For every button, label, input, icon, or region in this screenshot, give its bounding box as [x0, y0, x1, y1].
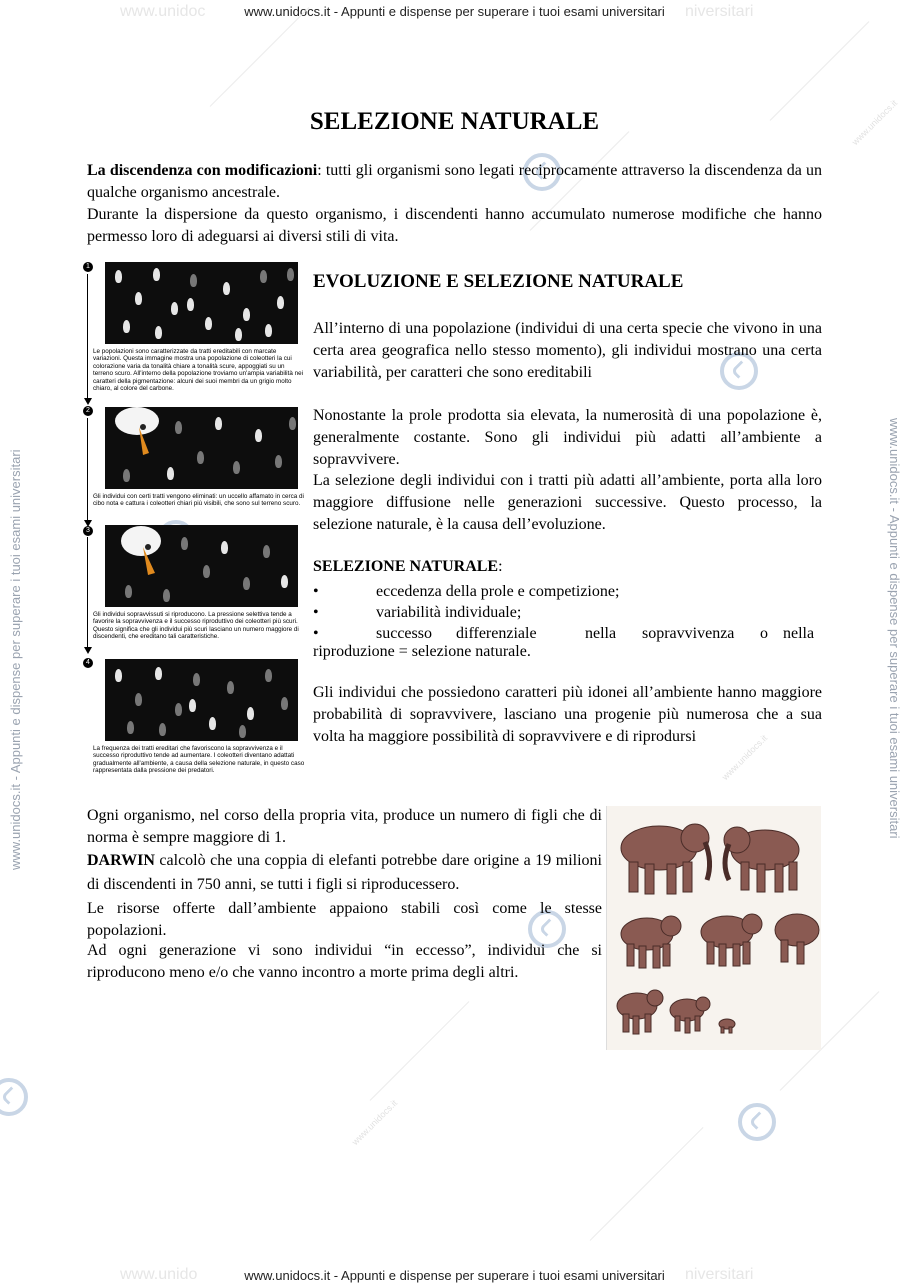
- section3-paragraph-3: Le risorse offerte dall’ambiente appaiono stabili così come le stesse popolazioni.: [87, 900, 602, 939]
- watermark-diagonal-line: [590, 1127, 704, 1241]
- figure-step-3-image: [105, 525, 298, 607]
- section-heading-selezione-text: SELEZIONE NATURALE: [313, 558, 499, 575]
- figure-step-2-caption: Gli individui con certi tratti vengono eliminati: un uccello affamato in cerca di cibo nota e cattura i coleotteri chiari più visibili, che sono sul terreno scuro.: [93, 493, 304, 508]
- section1-paragraph-1: All’interno di una popolazione (individui di una certa specie che vivono in una certa area geografica nello stesso momento), gli individui mostrano una certa variabilità, per caratteri che sono ereditabili: [313, 320, 822, 381]
- intro-term: La discendenza con modificazioni: [87, 162, 318, 179]
- page-title: SELEZIONE NATURALE: [309, 108, 600, 135]
- intro-paragraph-2: Durante la dispersione da questo organismo, i discendenti hanno accumulato numerose modifiche che hanno permesso loro di adeguarsi ai diversi stili di vita.: [87, 206, 822, 245]
- arrow-down-icon: [84, 647, 92, 654]
- bullet-icon: •: [313, 625, 319, 642]
- watermark-diagonal-line: [370, 1001, 470, 1101]
- arrow-down-icon: [87, 418, 88, 520]
- bullet-word: differenziale: [456, 625, 537, 642]
- unidocs-logo-icon: [0, 1070, 36, 1124]
- bird-icon: [109, 407, 169, 467]
- faint-watermark-bottom-right: niversitari: [685, 1266, 754, 1283]
- side-watermark-left: www.unidocs.it - Appunti e dispense per superare i tuoi esami universitari: [8, 449, 23, 870]
- figure-step-4-image: [105, 659, 298, 741]
- figure-step-3-caption: Gli individui sopravvissuti si riproducono. La pressione selettiva tende a favorire la sopravvivenza e il successo riproduttivo dei coleotteri più scuri. Questo significa che gli individui più scuri lasciano un numero maggiore di discendenti, che ereditano tali caratteristiche.: [93, 611, 299, 641]
- figure-step-4-caption: La frequenza dei tratti ereditari che favoriscono la sopravvivenza e il successo riproduttivo tende ad aumentare. I coleotteri diventano adattati gradualmente all'ambiente, a causa della selezione naturale, in questo caso rappresentata dalla pressione dei predatori.: [93, 745, 305, 775]
- watermark-diagonal-text: www.unidocs.it: [850, 97, 900, 148]
- intro-p1-text: : tutti gli organismi sono legati reciprocamente attraverso la discendenza da un qualche organismo ancestrale.: [87, 162, 823, 201]
- section2-paragraph: Gli individui che possiedono caratteri più idonei all’ambiente hanno maggiore probabilità di sopravvivere, lasciano una progenie più numerosa che a sua volta ha maggiore possibilità di sopravvivere e di riprodursi: [313, 684, 822, 745]
- elephants-illustration: [606, 806, 821, 1050]
- section-heading-evoluzione: EVOLUZIONE E SELEZIONE NATURALE: [313, 271, 684, 292]
- figure-step-number: 1: [83, 262, 93, 272]
- watermark-diagonal-line: [770, 21, 870, 121]
- faint-watermark-top-right: niversitari: [685, 3, 754, 20]
- arrow-down-icon: [87, 537, 88, 647]
- side-watermark-right: www.unidocs.it - Appunti e dispense per superare i tuoi esami universitari: [887, 418, 902, 839]
- section-heading-colon: :: [498, 558, 503, 575]
- arrow-down-icon: [84, 398, 92, 405]
- figure-step-1-image: [105, 262, 298, 344]
- header-watermark: www.unidocs.it - Appunti e dispense per superare i tuoi esami universitari: [244, 4, 665, 19]
- bullet-continuation: riproduzione = selezione naturale.: [313, 643, 531, 660]
- watermark-diagonal-text: www.unidocs.it: [720, 732, 770, 783]
- section1-paragraph-3: La selezione degli individui con i tratti più adatti all’ambiente, porta alla loro maggiore diffusione nelle generazioni successive. Questo processo, la selezione naturale, è la causa dell’evoluzione.: [313, 472, 822, 533]
- faint-watermark-top-left: www.unidoc: [120, 3, 206, 20]
- bullet-word: nella: [585, 625, 617, 642]
- darwin-text: calcolò che una coppia di elefanti potrebbe dare origine a 19 milioni di discendenti in 750 anni, se tutti i figli si riproducessero.: [87, 852, 602, 893]
- figure-step-1-caption: Le popolazioni sono caratterizzate da tratti ereditabili con marcate variazioni. Questa immagine mostra una popolazione di coleotteri la cui colorazione varia da tonalità chiare a tonalità scure, appoggiati su un terreno scuro. All'interno della popolazione troviamo un'ampia variabilità nei caratteri della pigmentazione: alcuni dei suoi membri da un grigio molto chiaro, al colore del carbone.: [93, 348, 303, 393]
- watermark-diagonal-text: www.unidocs.it: [350, 1097, 400, 1148]
- section1-paragraph-2: Nonostante la prole prodotta sia elevata, la numerosità di una popolazione è, generalmente costante. Sono gli individui più adatti all’ambiente a sopravvivere.: [313, 407, 822, 468]
- figure-step-number: 3: [83, 526, 93, 536]
- section-heading-selezione: [313, 558, 503, 576]
- bullet-word: sopravvivenza: [642, 625, 735, 642]
- bullet-word: successo: [376, 625, 432, 642]
- bullet-word: o: [760, 625, 768, 642]
- unidocs-logo-icon: [730, 1095, 784, 1149]
- figure-step-number: 2: [83, 406, 93, 416]
- section3-paragraph-2: [87, 849, 602, 897]
- bird-icon: [113, 525, 173, 585]
- bullet-item: [313, 623, 822, 665]
- figure-step-number: 4: [83, 658, 93, 668]
- footer-watermark: www.unidocs.it - Appunti e dispense per superare i tuoi esami universitari: [244, 1268, 665, 1283]
- bullet-text: eccedenza della prole e competizione;: [376, 583, 620, 600]
- section3-paragraph-1: Ogni organismo, nel corso della propria vita, produce un numero di figli che di norma è sempre maggiore di 1.: [87, 807, 602, 846]
- intro-paragraph-1: [87, 160, 822, 204]
- figure-step-2-image: [105, 407, 298, 489]
- bullet-word: nella: [783, 625, 815, 642]
- section3-paragraph-4: Ad ogni generazione vi sono individui “in eccesso”, individui che si riproducono meno e/o che vanno incontro a morte prima degli altri.: [87, 942, 602, 981]
- arrow-down-icon: [87, 274, 88, 398]
- bullet-text: variabilità individuale;: [376, 604, 522, 621]
- darwin-name: DARWIN: [87, 852, 155, 869]
- watermark-diagonal-line: [210, 7, 310, 107]
- faint-watermark-bottom-left: www.unido: [120, 1266, 198, 1283]
- elephant-icon: [607, 806, 821, 1050]
- bullet-icon: •: [313, 604, 319, 621]
- bullet-icon: •: [313, 583, 319, 600]
